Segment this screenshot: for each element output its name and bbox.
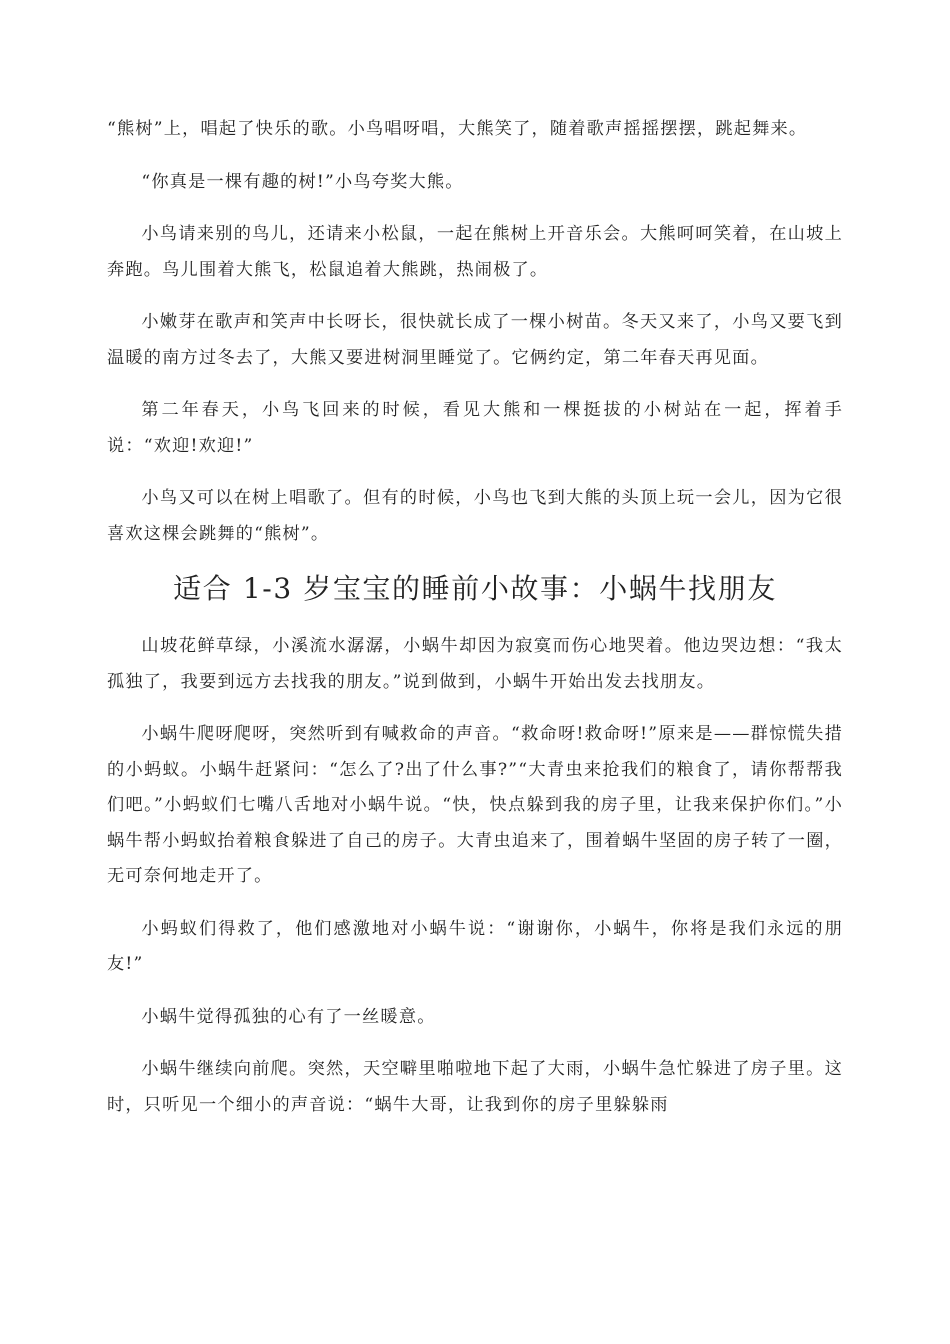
- paragraph: “熊树”上，唱起了快乐的歌。小鸟唱呀唱，大熊笑了，随着歌声摇摇摆摆，跳起舞来。: [107, 119, 808, 139]
- paragraph: 小嫩芽在歌声和笑声中长呀长，很快就长成了一棵小树苗。冬天又来了，小鸟又要飞到温暖的南方过冬去了，大熊又要进树洞里睡觉了。它俩约定，第二年春天再见面。: [107, 312, 843, 368]
- paragraph: “你真是一棵有趣的树!”小鸟夸奖大熊。: [141, 171, 464, 192]
- paragraph: 小蜗牛爬呀爬呀，突然听到有喊救命的声音。“救命呀!救命呀!”原来是——群惊慌失措的小蚂蚁。小蜗牛赶紧问：“怎么了?出了什么事?”“大青虫来抢我们的粮食了，请你帮帮我们吧。”小蚂蚁们七嘴八舌地对小蜗牛说。“快，快点躲到我的房子里，让我来保护你们。”小蜗牛帮小蚂蚁抬着粮食躲进了自己的房子。大青虫追来了，围着蜗牛坚固的房子转了一圈，无可奈何地走开了。: [107, 724, 843, 886]
- paragraph: 山坡花鲜草绿，小溪流水潺潺，小蜗牛却因为寂寞而伤心地哭着。他边哭边想：“我太孤独了，我要到远方去找我的朋友。”说到做到，小蜗牛开始出发去找朋友。: [107, 636, 843, 692]
- paragraph: 小蜗牛觉得孤独的心有了一丝暖意。: [141, 1006, 436, 1027]
- paragraph: 小蚂蚁们得救了，他们感激地对小蜗牛说：“谢谢你，小蜗牛，你将是我们永远的朋友!”: [107, 918, 843, 974]
- paragraph: 小鸟又可以在树上唱歌了。但有的时候，小鸟也飞到大熊的头顶上玩一会儿，因为它很喜欢这棵会跳舞的“熊树”。: [107, 488, 843, 544]
- paragraph: 小鸟请来别的鸟儿，还请来小松鼠，一起在熊树上开音乐会。大熊呵呵笑着，在山坡上奔跑。鸟儿围着大熊飞，松鼠追着大熊跳，热闹极了。: [107, 224, 843, 280]
- document-body: [107, 112, 843, 1140]
- section-heading: 适合 1-3 岁宝宝的睡前小故事：小蜗牛找朋友: [173, 572, 777, 605]
- paragraph: 小蜗牛继续向前爬。突然，天空噼里啪啦地下起了大雨，小蜗牛急忙躲进了房子里。这时，只听见一个细小的声音说：“蜗牛大哥，让我到你的房子里躲躲雨: [107, 1059, 843, 1115]
- paragraph: 第二年春天，小鸟飞回来的时候，看见大熊和一棵挺拔的小树站在一起，挥着手说：“欢迎!欢迎!”: [107, 400, 843, 456]
